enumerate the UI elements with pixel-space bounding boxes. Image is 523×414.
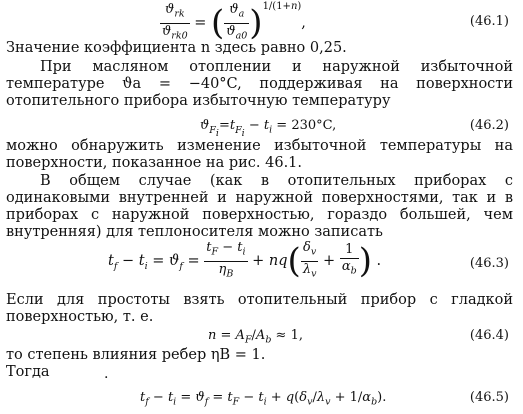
equation-number: (46.4) — [469, 328, 509, 343]
paragraph-surface-change: можно обнаружить изменение избыточной температуры на поверхности, показанное на рис. 46.1. — [6, 138, 513, 171]
equation-46-4: $n = A_F/A_b \approx 1$, (46.4) — [208, 328, 509, 346]
equation-number: (46.5) — [469, 390, 509, 405]
paragraph-general-case: В общем случае (как в отопительных приборах с одинаковыми внутренней и наружной поверхностями, так и в приборах с наружной поверхностью, гораздо большей, чем внутренняя) для теплоносителя можно записать — [6, 173, 513, 240]
paragraph-fin-influence: то степень влияния ребер ηB = 1. — [6, 347, 266, 363]
paragraph-coefficient: Значение коэффициента n здесь равно 0,25. — [6, 40, 347, 56]
equation-number: (46.1) — [469, 14, 509, 29]
stray-dot: . — [104, 366, 109, 382]
equation-46-1: $\frac{ϑ_{rk}}{ϑ_{rk0}}$ = ( $\frac{ϑ_a}{ϑ_{a0}}$ )$^{1/(1+n)}$, (46.1) — [162, 1, 509, 44]
equation-46-2: $ϑ_{F_i}=t_{F_i} - t_i = 230^\circ C$, (46.2) — [200, 118, 509, 139]
paragraph-then: Тогда — [6, 364, 50, 380]
paragraph-smooth-surface: Если для простоты взять отопительный прибор с гладкой поверхностью, т. е. — [6, 292, 513, 325]
equation-number: (46.2) — [469, 118, 509, 133]
equation-46-5: $t_f - t_i = ϑ_f = t_F - t_i + q(\delta_v/\lambda_v + 1/\alpha_b)$. (46.5) — [140, 390, 509, 408]
equation-number: (46.3) — [469, 256, 509, 271]
equation-46-3: $t_f - t_i = ϑ_f$ = $\frac{t_F - t_i}{\eta_B}$ + nq( $\frac{\delta_v}{\lambda_v}$ + $\frac{1}{\alpha_b}$ ) . (46.3) — [108, 240, 509, 282]
paragraph-oil-heating: При масляном отоплении и наружной избыточной температуре ϑa = −40°C, поддерживая на поверхности отопительного прибора избыточную температуру — [6, 59, 513, 109]
